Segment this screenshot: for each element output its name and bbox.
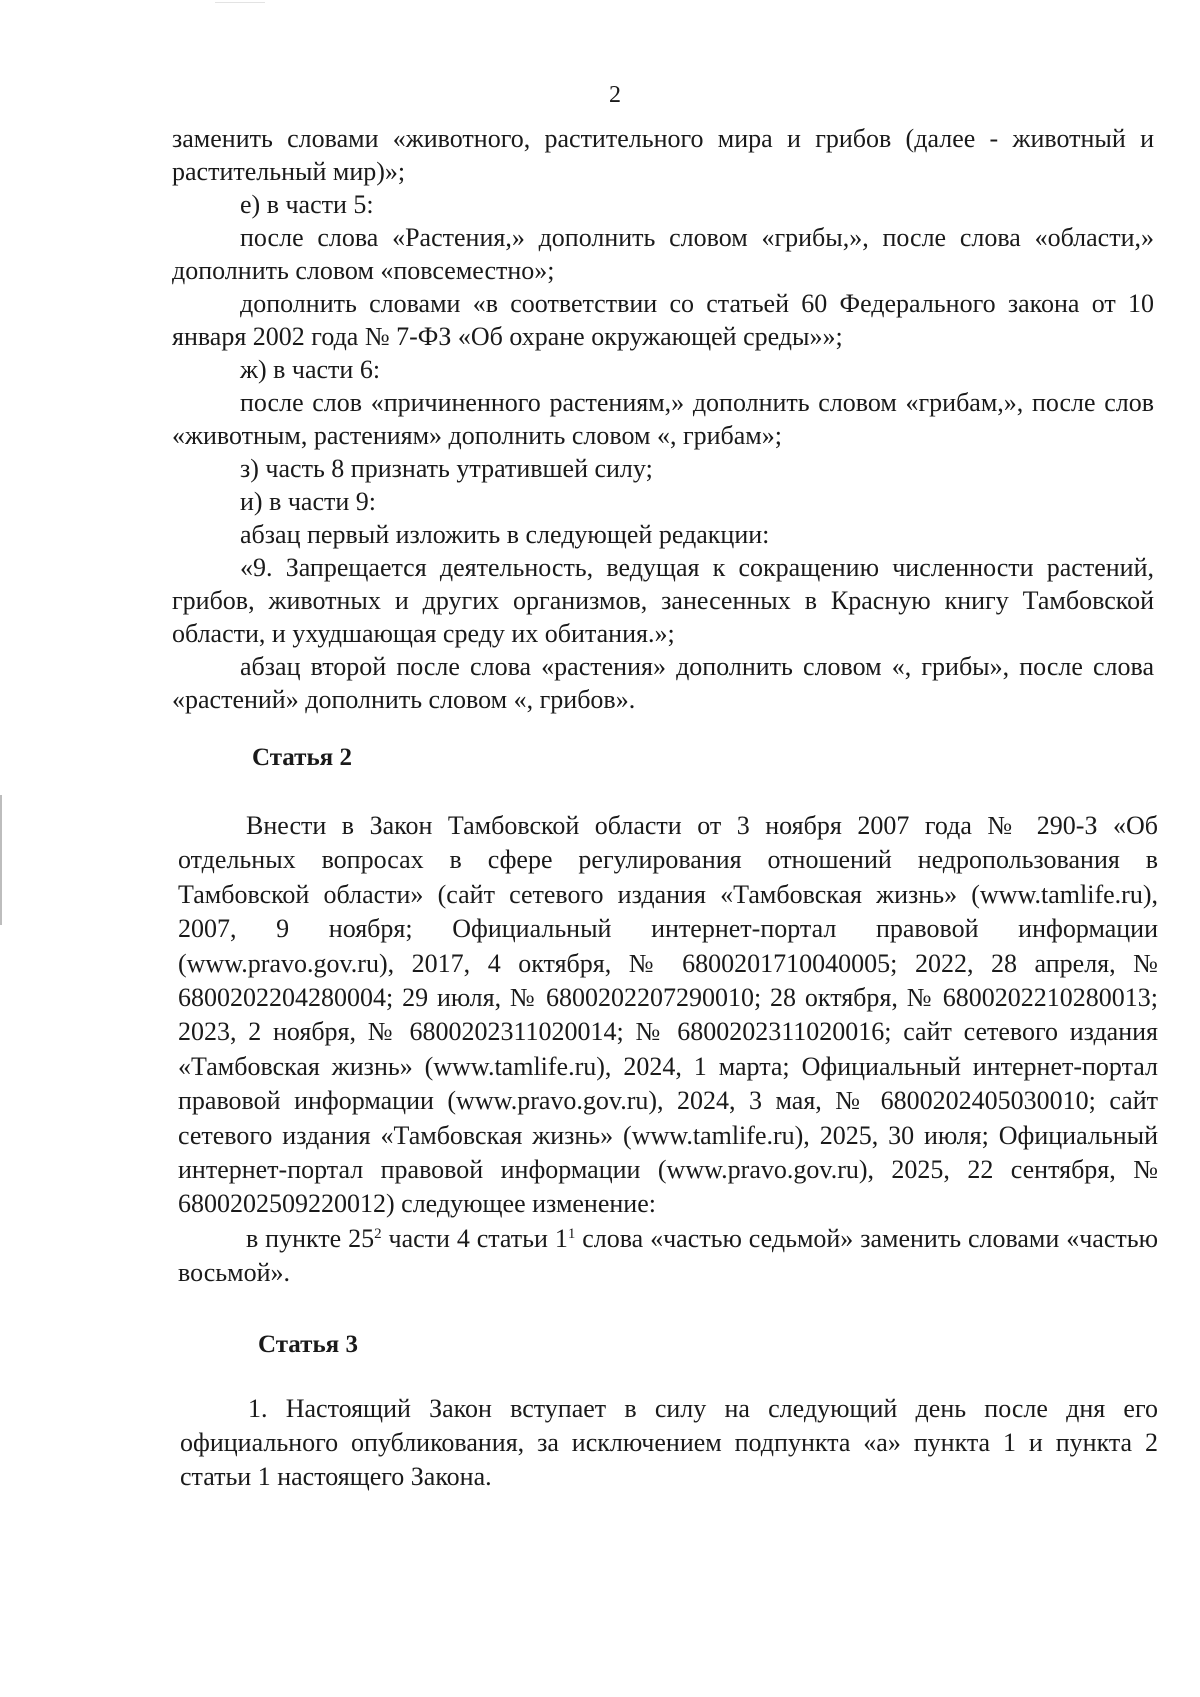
paragraph: после слов «причиненного растениям,» дополнить словом «грибам,», после слов «животным, растениям» дополнить словом «, грибам»; <box>172 388 1154 450</box>
scan-artifact <box>215 2 265 3</box>
article2-amendment <box>178 1222 1158 1291</box>
superscript: 1 <box>567 1225 576 1242</box>
paragraph: дополнить словами «в соответствии со статьей 60 Федерального закона от 10 января 2002 года № 7-ФЗ «Об охране окружающей среды»»; <box>172 289 1154 351</box>
paragraph: после слова «Растения,» дополнить словом «грибы,», после слова «области,» дополнить словом «повсеместно»; <box>172 223 1154 285</box>
paragraph: заменить словами «животного, растительного мира и грибов (далее - животный и растительный мир)»; <box>172 124 1154 186</box>
paragraph: абзац первый изложить в следующей редакции: <box>240 520 770 549</box>
article1-continuation <box>172 122 1154 716</box>
paragraph: и) в части 9: <box>240 487 377 516</box>
amendment-text: в пункте 25 <box>246 1223 375 1253</box>
amendment-text: слова «частью седьмой» заменить словами «частью восьмой». <box>178 1223 1158 1288</box>
scan-artifact <box>0 795 2 925</box>
article3-heading: Статья 3 <box>258 1331 358 1358</box>
paragraph: абзац второй после слова «растения» дополнить словом «, грибы», после слова «растений» дополнить словом «, грибов». <box>172 652 1154 714</box>
article2-body <box>178 809 1158 1291</box>
amendment-text: части 4 статьи 1 <box>381 1223 568 1253</box>
article3-paragraph-1: 1. Настоящий Закон вступает в силу на следующий день после дня его официального опубликования, за исключением подпункта «а» пункта 1 и пункта 2 статьи 1 настоящего Закона. <box>180 1394 1158 1491</box>
paragraph: е) в части 5: <box>240 190 374 219</box>
paragraph: з) часть 8 признать утратившей силу; <box>240 454 653 483</box>
article2-heading: Статья 2 <box>252 744 352 771</box>
paragraph: ж) в части 6: <box>240 355 381 384</box>
article3-body <box>180 1392 1158 1494</box>
paragraph: «9. Запрещается деятельность, ведущая к сокращению численности растений, грибов, животных и других организмов, занесенных в Красную книгу Тамбовской области, и ухудшающая среду их обитания.»; <box>172 553 1154 648</box>
article2-intro: Внести в Закон Тамбовской области от 3 ноября 2007 года № 290-З «Об отдельных вопросах в сфере регулирования отношений недропользования в Тамбовской области» (сайт сетевого издания «Тамбовская жизнь» (www.tamlife.ru), 2007, 9 ноября; Официальный интернет-портал правовой информации (www.pravo.gov.ru), 2017, 4 октября, № 6800201710040005; 2022, 28 апреля, № 6800202204280004; 29 июля, № 6800202207290010; 28 октября, № 6800202210280013; 2023, 2 ноября, № 6800202311020014; № 6800202311020016; сайт сетевого издания «Тамбовская жизнь» (www.tamlife.ru), 2024, 1 марта; Официальный интернет-портал правовой информации (www.pravo.gov.ru), 2024, 3 мая, № 6800202405030010; сайт сетевого издания «Тамбовская жизнь» (www.tamlife.ru), 2025, 30 июля; Официальный интернет-портал правовой информации (www.pravo.gov.ru), 2025, 22 сентября, № 6800202509220012) следующее изменение: <box>178 811 1158 1219</box>
superscript: 2 <box>374 1225 382 1242</box>
page-number: 2 <box>609 82 621 108</box>
